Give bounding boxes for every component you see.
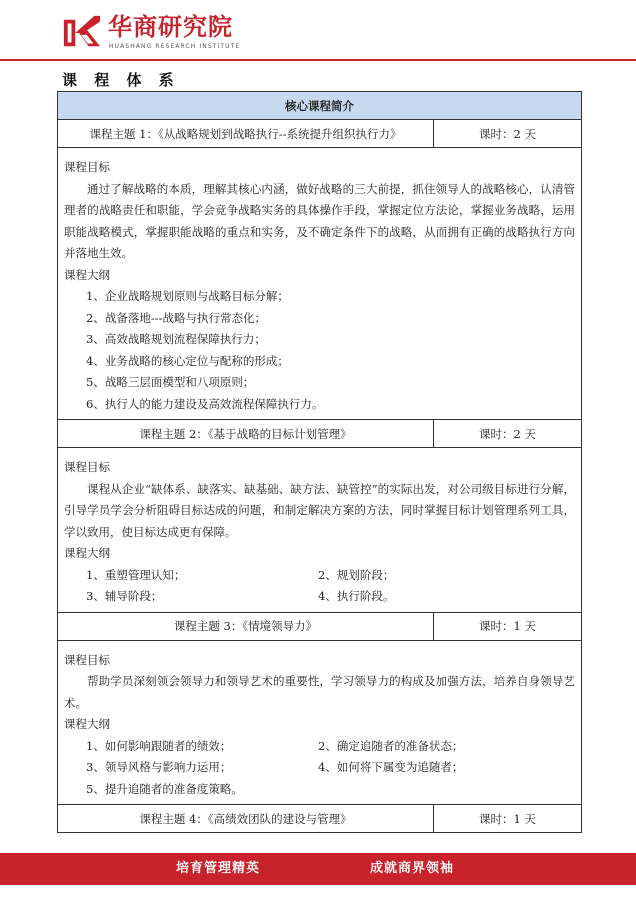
footer-slogan-left: 培育管理精英 (176, 861, 261, 876)
outline-grid (64, 736, 575, 801)
outline-label: 课程大纲 (64, 267, 110, 282)
course-topic: 课程主题 3：《情境领导力》 (58, 612, 434, 640)
outline-item: 1、重塑管理认知； (86, 567, 186, 582)
outline-item: 2、规划阶段； (318, 567, 395, 582)
table-row (58, 420, 582, 448)
page-footer (0, 853, 636, 885)
table-row (58, 148, 582, 420)
outline-grid (64, 565, 575, 608)
goal-label: 课程目标 (64, 460, 110, 474)
logo-chinese-name: 华商研究院 (108, 13, 233, 41)
outline-item: 4、如何将下属变为追随者； (318, 760, 464, 774)
table-row (58, 120, 582, 148)
huashang-logo-icon (62, 14, 100, 52)
outline-label: 课程大纲 (64, 717, 110, 731)
table-row (58, 448, 582, 613)
course-hours: 课时：1 天 (434, 805, 582, 833)
course-content (58, 448, 582, 613)
outline-item: 2、确定追随者的准备状态； (318, 738, 464, 753)
footer-slogan-right: 成就商界领袖 (370, 861, 455, 876)
goal-text: 通过了解战略的本质，理解其核心内涵，做好战略的三大前提，抓住领导人的战略核心，认清管理者的战略责任和职能，学会竞争战略实务的具体操作手段，掌握定位方法论，掌握业务战略，运用职能战略模式，掌握职能战略的重点和实务，及不确定条件下的战略，从而拥有正确的战略执行方向并落地生效。 (64, 181, 575, 260)
course-hours: 课时：1 天 (434, 612, 582, 640)
outline-item: 1、如何影响跟随者的绩效； (86, 738, 232, 753)
outline-item: 1、企业战略规划原则与战略目标分解； (86, 289, 289, 303)
table-row (58, 640, 582, 805)
section-title: 课 程 体 系 (62, 71, 180, 89)
logo-english-name: HUASHANG RESEARCH INSTITUTE (109, 43, 241, 50)
goal-label: 课程目标 (64, 652, 110, 667)
page-header (0, 0, 636, 62)
header-divider (0, 59, 636, 61)
outline-item: 4、业务战略的核心定位与配称的形成； (86, 353, 289, 368)
outline-item: 6、执行人的能力建设及高效流程保障执行力。 (86, 396, 324, 411)
course-topic: 课程主题 4：《高绩效团队的建设与管理》 (58, 805, 434, 833)
course-content (58, 640, 582, 805)
course-topic: 课程主题 2：《基于战略的目标计划管理》 (58, 420, 434, 448)
course-hours: 课时：2 天 (434, 120, 582, 148)
outline-item: 3、辅导阶段； (86, 589, 163, 603)
outline-item: 5、提升追随者的准备度策略。 (86, 781, 243, 796)
course-hours: 课时：2 天 (434, 420, 582, 448)
outline-label: 课程大纲 (64, 546, 110, 560)
table-heading: 核心课程简介 (58, 92, 582, 120)
table-row (58, 612, 582, 640)
course-topic: 课程主题 1：《从战略规划到战略执行--系统提升组织执行力》 (58, 120, 434, 148)
table-row (58, 805, 582, 833)
goal-text: 帮助学员深刻领会领导力和领导艺术的重要性，学习领导力的构成及加强方法，培养自身领导艺术。 (64, 674, 575, 710)
goal-label: 课程目标 (64, 160, 110, 174)
course-content (58, 148, 582, 420)
outline-item: 5、战略三层面模型和八项原则； (86, 375, 255, 389)
outline-item: 2、战备落地---战略与执行常态化； (86, 310, 266, 325)
course-table (57, 91, 582, 833)
outline-item: 4、执行阶段。 (318, 589, 395, 603)
outline-item: 3、领导风格与影响力运用； (86, 760, 232, 774)
goal-text: 课程从企业“缺体系、缺落实、缺基础、缺方法、缺管控”的实际出发，对公司级目标进行分解，引导学员学会分析阻碍目标达成的问题，和制定解决方案的方法，同时掌握目标计划管理系列工具，学以致用，使目标达成更有保障。 (64, 481, 575, 539)
outline-item: 3、高效战略规划流程保障执行力； (86, 332, 266, 346)
